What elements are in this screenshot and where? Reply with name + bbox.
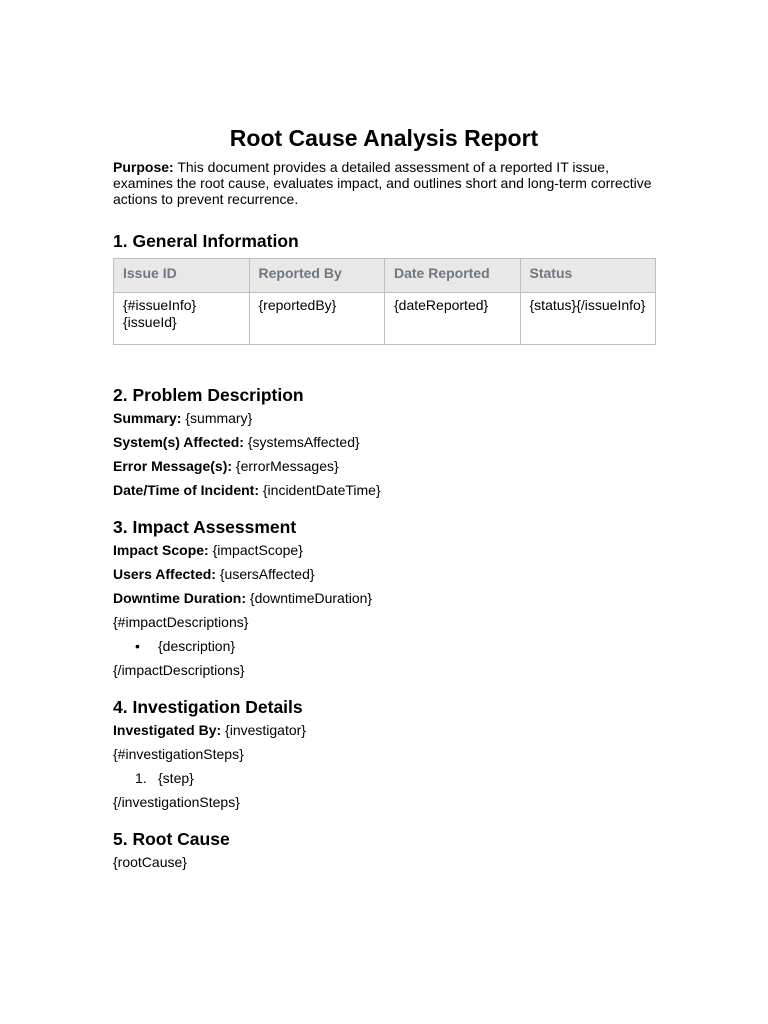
column-header-status: Status [520,259,656,293]
cell-issue-id [114,293,250,345]
field-label: Summary: [113,410,182,426]
field-value: {impactScope} [208,542,303,558]
field-value: {investigator} [221,722,306,738]
field-label: Impact Scope: [113,542,209,558]
list-item [113,638,655,654]
cell-status: {status}{/issueInfo} [520,293,656,345]
impact-loop-open: {#impactDescriptions} [113,614,249,630]
field-label: Date/Time of Incident: [113,482,259,498]
investigation-loop-open: {#investigationSteps} [113,746,244,762]
section-impact-assessment-heading: 3. Impact Assessment [113,517,297,537]
section-investigation-details-heading: 4. Investigation Details [113,697,303,717]
list-item-text: {step} [158,770,194,786]
field-value: {summary} [181,410,253,426]
field-users-affected [113,566,655,582]
cell-issue-id-text: {#issueInfo} {issueId} [123,297,197,330]
field-downtime-duration [113,590,655,606]
field-summary [113,410,655,426]
investigation-loop-close: {/investigationSteps} [113,794,240,810]
column-header-issue-id: Issue ID [114,259,250,293]
field-label: Downtime Duration: [113,590,246,606]
table-header-row [114,259,656,293]
impact-loop-close: {/impactDescriptions} [113,662,245,678]
cell-date-reported: {dateReported} [385,293,521,345]
document-title: Root Cause Analysis Report [229,125,539,151]
cell-reported-by: {reportedBy} [249,293,385,345]
general-information-table [113,258,656,345]
field-label: Error Message(s): [113,458,233,474]
purpose-paragraph [113,159,655,207]
section-problem-description-heading: 2. Problem Description [113,385,304,405]
field-investigated-by [113,722,655,738]
field-label: System(s) Affected: [113,434,244,450]
field-label: Users Affected: [113,566,216,582]
field-value: {incidentDateTime} [258,482,381,498]
list-number: 1. [135,770,147,786]
section-root-cause-heading: 5. Root Cause [113,829,230,849]
field-impact-scope [113,542,655,558]
field-incident-date-time [113,482,655,498]
column-header-date-reported: Date Reported [385,259,521,293]
list-item [113,770,655,786]
bullet-icon: • [135,638,140,654]
purpose-text: This document provides a detailed assessment of a reported IT issue, examines the root cause, evaluates impact, and outlines short and long-term corrective actions to prevent recurrence. [113,159,652,207]
field-value: {usersAffected} [215,566,315,582]
column-header-reported-by: Reported By [249,259,385,293]
field-value: {downtimeDuration} [246,590,373,606]
field-error-messages [113,458,655,474]
list-item-text: {description} [158,638,236,654]
table-row [114,293,656,345]
root-cause-value: {rootCause} [113,854,187,870]
field-value: {errorMessages} [232,458,339,474]
field-label: Investigated By: [113,722,222,738]
field-value: {systemsAffected} [243,434,360,450]
purpose-label: Purpose: [113,159,174,175]
section-general-information-heading: 1. General Information [113,231,299,251]
field-systems-affected [113,434,655,450]
